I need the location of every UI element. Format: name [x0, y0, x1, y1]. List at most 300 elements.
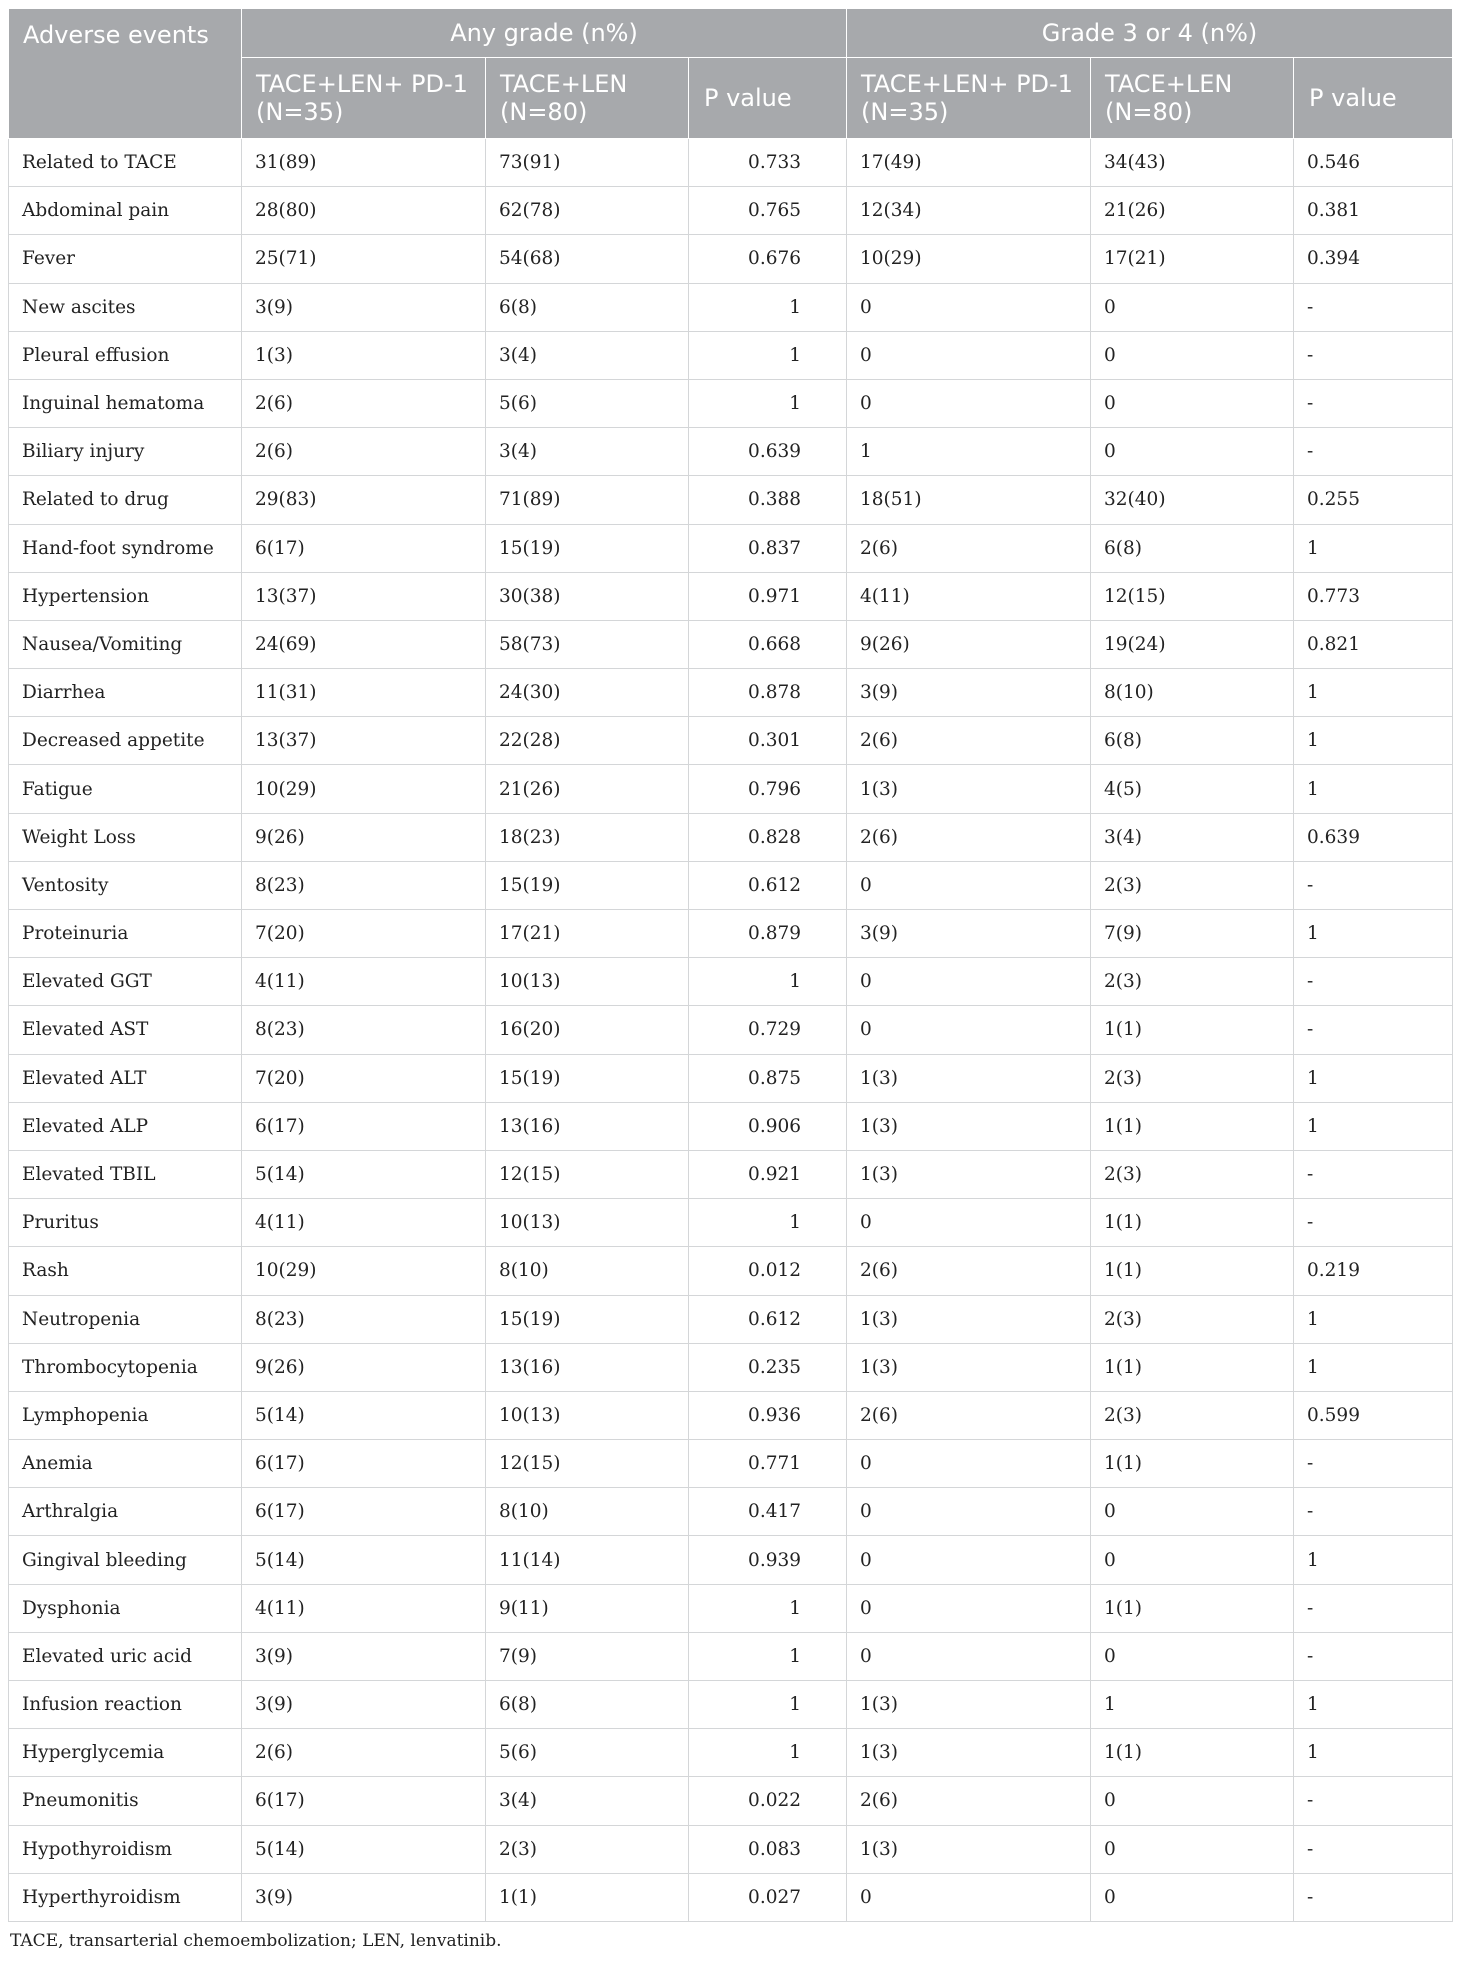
cell-g34-tace-len: 2(3) — [1091, 1054, 1294, 1102]
cell-any-grade-p-value: 0.771 — [689, 1440, 847, 1488]
table-row — [9, 813, 1453, 861]
cell-event-name: Hypothyroidism — [9, 1825, 242, 1873]
cell-event-name: Weight Loss — [9, 813, 242, 861]
cell-g34-tace-len: 6(8) — [1091, 524, 1294, 572]
table-row — [9, 187, 1453, 235]
cell-any-grade-p-value: 0.027 — [689, 1873, 847, 1921]
cell-any-grade-tace-len: 71(89) — [486, 476, 689, 524]
table-row — [9, 1295, 1453, 1343]
cell-any-grade-tace-len: 9(11) — [486, 1584, 689, 1632]
cell-any-grade-tace-len: 15(19) — [486, 1295, 689, 1343]
cell-any-grade-tace-len: 21(26) — [486, 765, 689, 813]
header-grade-3-4: Grade 3 or 4 (n%) — [847, 9, 1453, 58]
cell-any-grade-tace-len-pd1: 5(14) — [242, 1536, 486, 1584]
cell-any-grade-tace-len-pd1: 6(17) — [242, 1102, 486, 1150]
cell-any-grade-p-value: 0.388 — [689, 476, 847, 524]
cell-any-grade-tace-len: 30(38) — [486, 572, 689, 620]
table-row — [9, 1102, 1453, 1150]
cell-g34-p-value: - — [1294, 1584, 1453, 1632]
cell-any-grade-tace-len-pd1: 10(29) — [242, 1247, 486, 1295]
cell-any-grade-tace-len-pd1: 2(6) — [242, 379, 486, 427]
cell-g34-tace-len: 12(15) — [1091, 572, 1294, 620]
cell-g34-p-value: 0.639 — [1294, 813, 1453, 861]
table-row — [9, 861, 1453, 909]
subheader-any-p-value: P value — [689, 58, 847, 139]
cell-any-grade-tace-len: 22(28) — [486, 717, 689, 765]
cell-event-name: Proteinuria — [9, 910, 242, 958]
cell-any-grade-tace-len-pd1: 5(14) — [242, 1391, 486, 1439]
table-row — [9, 1825, 1453, 1873]
table-row — [9, 235, 1453, 283]
cell-any-grade-p-value: 0.083 — [689, 1825, 847, 1873]
cell-any-grade-tace-len: 16(20) — [486, 1006, 689, 1054]
cell-any-grade-tace-len-pd1: 2(6) — [242, 1729, 486, 1777]
cell-any-grade-p-value: 1 — [689, 958, 847, 1006]
cell-any-grade-p-value: 0.729 — [689, 1006, 847, 1054]
cell-event-name: Decreased appetite — [9, 717, 242, 765]
table-footnote: TACE, transarterial chemoembolization; LEN, lenvatinib. — [10, 1930, 502, 1951]
table-row — [9, 1632, 1453, 1680]
cell-any-grade-tace-len: 10(13) — [486, 1199, 689, 1247]
cell-event-name: Rash — [9, 1247, 242, 1295]
table-row — [9, 1150, 1453, 1198]
cell-event-name: Anemia — [9, 1440, 242, 1488]
cell-g34-tace-len: 1(1) — [1091, 1584, 1294, 1632]
cell-g34-tace-len-pd1: 1(3) — [847, 1054, 1091, 1102]
cell-g34-p-value: 0.773 — [1294, 572, 1453, 620]
cell-g34-p-value: 1 — [1294, 1343, 1453, 1391]
cell-any-grade-p-value: 0.668 — [689, 620, 847, 668]
cell-any-grade-p-value: 0.939 — [689, 1536, 847, 1584]
cell-any-grade-tace-len: 3(4) — [486, 1777, 689, 1825]
cell-any-grade-tace-len: 15(19) — [486, 861, 689, 909]
cell-event-name: Elevated TBIL — [9, 1150, 242, 1198]
cell-any-grade-tace-len-pd1: 8(23) — [242, 861, 486, 909]
cell-any-grade-p-value: 1 — [689, 1199, 847, 1247]
cell-event-name: Elevated ALT — [9, 1054, 242, 1102]
cell-any-grade-tace-len: 6(8) — [486, 283, 689, 331]
cell-g34-tace-len: 0 — [1091, 1825, 1294, 1873]
adverse-events-table — [8, 8, 1453, 1922]
cell-g34-tace-len: 0 — [1091, 428, 1294, 476]
cell-any-grade-tace-len-pd1: 25(71) — [242, 235, 486, 283]
cell-event-name: Fever — [9, 235, 242, 283]
cell-g34-tace-len-pd1: 0 — [847, 283, 1091, 331]
cell-any-grade-tace-len: 3(4) — [486, 428, 689, 476]
table-row — [9, 1343, 1453, 1391]
cell-any-grade-p-value: 0.639 — [689, 428, 847, 476]
cell-event-name: New ascites — [9, 283, 242, 331]
cell-g34-p-value: 1 — [1294, 1054, 1453, 1102]
table-row — [9, 620, 1453, 668]
cell-any-grade-tace-len: 11(14) — [486, 1536, 689, 1584]
cell-event-name: Elevated ALP — [9, 1102, 242, 1150]
cell-g34-tace-len-pd1: 0 — [847, 1006, 1091, 1054]
cell-event-name: Hand-foot syndrome — [9, 524, 242, 572]
table-row — [9, 283, 1453, 331]
cell-g34-tace-len: 2(3) — [1091, 1150, 1294, 1198]
cell-any-grade-tace-len-pd1: 6(17) — [242, 1440, 486, 1488]
cell-any-grade-tace-len-pd1: 2(6) — [242, 428, 486, 476]
cell-any-grade-tace-len: 10(13) — [486, 958, 689, 1006]
table-row — [9, 669, 1453, 717]
cell-g34-p-value: 1 — [1294, 524, 1453, 572]
cell-event-name: Infusion reaction — [9, 1681, 242, 1729]
cell-g34-tace-len: 0 — [1091, 331, 1294, 379]
cell-g34-tace-len: 3(4) — [1091, 813, 1294, 861]
cell-g34-tace-len: 21(26) — [1091, 187, 1294, 235]
cell-g34-tace-len: 0 — [1091, 1536, 1294, 1584]
cell-any-grade-tace-len-pd1: 24(69) — [242, 620, 486, 668]
cell-any-grade-p-value: 0.022 — [689, 1777, 847, 1825]
cell-any-grade-p-value: 0.301 — [689, 717, 847, 765]
cell-any-grade-tace-len-pd1: 6(17) — [242, 1488, 486, 1536]
cell-any-grade-tace-len-pd1: 5(14) — [242, 1150, 486, 1198]
cell-g34-tace-len: 0 — [1091, 1488, 1294, 1536]
cell-any-grade-p-value: 0.235 — [689, 1343, 847, 1391]
cell-g34-tace-len-pd1: 1 — [847, 428, 1091, 476]
table-row — [9, 331, 1453, 379]
cell-any-grade-tace-len-pd1: 13(37) — [242, 717, 486, 765]
cell-g34-tace-len: 34(43) — [1091, 139, 1294, 187]
cell-event-name: Related to drug — [9, 476, 242, 524]
cell-g34-tace-len: 1(1) — [1091, 1199, 1294, 1247]
cell-g34-tace-len-pd1: 1(3) — [847, 1343, 1091, 1391]
cell-any-grade-tace-len-pd1: 3(9) — [242, 283, 486, 331]
cell-any-grade-p-value: 0.828 — [689, 813, 847, 861]
cell-g34-p-value: 1 — [1294, 1729, 1453, 1777]
cell-any-grade-tace-len-pd1: 10(29) — [242, 765, 486, 813]
cell-event-name: Biliary injury — [9, 428, 242, 476]
cell-g34-tace-len: 7(9) — [1091, 910, 1294, 958]
cell-event-name: Pruritus — [9, 1199, 242, 1247]
cell-g34-tace-len: 0 — [1091, 1873, 1294, 1921]
cell-event-name: Gingival bleeding — [9, 1536, 242, 1584]
cell-g34-p-value: - — [1294, 1632, 1453, 1680]
cell-g34-tace-len: 1(1) — [1091, 1343, 1294, 1391]
cell-g34-tace-len-pd1: 4(11) — [847, 572, 1091, 620]
cell-g34-tace-len: 32(40) — [1091, 476, 1294, 524]
cell-g34-p-value: 1 — [1294, 910, 1453, 958]
cell-g34-p-value: - — [1294, 1825, 1453, 1873]
cell-g34-tace-len-pd1: 0 — [847, 1199, 1091, 1247]
table-row — [9, 524, 1453, 572]
table-row — [9, 1199, 1453, 1247]
cell-any-grade-tace-len: 1(1) — [486, 1873, 689, 1921]
cell-any-grade-tace-len: 17(21) — [486, 910, 689, 958]
cell-g34-p-value: - — [1294, 1777, 1453, 1825]
cell-g34-tace-len-pd1: 1(3) — [847, 1102, 1091, 1150]
cell-g34-p-value: 1 — [1294, 765, 1453, 813]
cell-g34-p-value: 0.381 — [1294, 187, 1453, 235]
cell-g34-p-value: 1 — [1294, 717, 1453, 765]
cell-g34-tace-len-pd1: 1(3) — [847, 1150, 1091, 1198]
cell-any-grade-tace-len-pd1: 3(9) — [242, 1632, 486, 1680]
cell-any-grade-tace-len-pd1: 9(26) — [242, 813, 486, 861]
cell-g34-tace-len-pd1: 3(9) — [847, 669, 1091, 717]
cell-g34-p-value: 1 — [1294, 1681, 1453, 1729]
cell-g34-p-value: 1 — [1294, 1536, 1453, 1584]
table-row — [9, 717, 1453, 765]
cell-any-grade-p-value: 0.676 — [689, 235, 847, 283]
cell-any-grade-tace-len: 3(4) — [486, 331, 689, 379]
cell-g34-tace-len: 2(3) — [1091, 1391, 1294, 1439]
cell-any-grade-tace-len-pd1: 8(23) — [242, 1295, 486, 1343]
cell-g34-tace-len-pd1: 2(6) — [847, 524, 1091, 572]
cell-g34-tace-len-pd1: 12(34) — [847, 187, 1091, 235]
subheader-any-tace-len-pd1: TACE+LEN+ PD-1 (N=35) — [242, 58, 486, 139]
cell-any-grade-p-value: 0.906 — [689, 1102, 847, 1150]
cell-any-grade-tace-len: 15(19) — [486, 524, 689, 572]
cell-any-grade-p-value: 0.921 — [689, 1150, 847, 1198]
cell-any-grade-tace-len-pd1: 31(89) — [242, 139, 486, 187]
cell-any-grade-tace-len: 24(30) — [486, 669, 689, 717]
table-row — [9, 1488, 1453, 1536]
cell-g34-tace-len: 1(1) — [1091, 1729, 1294, 1777]
cell-any-grade-p-value: 0.878 — [689, 669, 847, 717]
cell-event-name: Hypertension — [9, 572, 242, 620]
cell-any-grade-tace-len: 8(10) — [486, 1488, 689, 1536]
cell-any-grade-p-value: 1 — [689, 1681, 847, 1729]
cell-g34-tace-len-pd1: 0 — [847, 331, 1091, 379]
cell-event-name: Inguinal hematoma — [9, 379, 242, 427]
cell-g34-tace-len-pd1: 9(26) — [847, 620, 1091, 668]
cell-g34-p-value: - — [1294, 1873, 1453, 1921]
cell-any-grade-tace-len: 5(6) — [486, 379, 689, 427]
cell-g34-tace-len-pd1: 0 — [847, 1536, 1091, 1584]
cell-g34-tace-len: 6(8) — [1091, 717, 1294, 765]
cell-event-name: Arthralgia — [9, 1488, 242, 1536]
cell-g34-tace-len: 1 — [1091, 1681, 1294, 1729]
table-row — [9, 572, 1453, 620]
table-row — [9, 1777, 1453, 1825]
cell-g34-tace-len-pd1: 10(29) — [847, 235, 1091, 283]
header-any-grade: Any grade (n%) — [242, 9, 847, 58]
cell-event-name: Fatigue — [9, 765, 242, 813]
cell-any-grade-tace-len-pd1: 29(83) — [242, 476, 486, 524]
cell-g34-tace-len-pd1: 1(3) — [847, 1295, 1091, 1343]
cell-g34-tace-len-pd1: 1(3) — [847, 1681, 1091, 1729]
cell-any-grade-p-value: 0.879 — [689, 910, 847, 958]
cell-g34-tace-len-pd1: 0 — [847, 379, 1091, 427]
subheader-any-tace-len: TACE+LEN (N=80) — [486, 58, 689, 139]
cell-any-grade-p-value: 0.796 — [689, 765, 847, 813]
table-row — [9, 1054, 1453, 1102]
cell-any-grade-p-value: 0.612 — [689, 861, 847, 909]
cell-any-grade-tace-len-pd1: 1(3) — [242, 331, 486, 379]
cell-g34-p-value: 1 — [1294, 1295, 1453, 1343]
cell-any-grade-tace-len: 13(16) — [486, 1343, 689, 1391]
cell-event-name: Diarrhea — [9, 669, 242, 717]
cell-any-grade-p-value: 0.612 — [689, 1295, 847, 1343]
table-row — [9, 958, 1453, 1006]
cell-event-name: Nausea/Vomiting — [9, 620, 242, 668]
cell-g34-tace-len-pd1: 2(6) — [847, 717, 1091, 765]
cell-any-grade-tace-len-pd1: 11(31) — [242, 669, 486, 717]
cell-g34-tace-len-pd1: 0 — [847, 1584, 1091, 1632]
cell-g34-p-value: - — [1294, 958, 1453, 1006]
cell-g34-tace-len: 1(1) — [1091, 1006, 1294, 1054]
cell-any-grade-tace-len-pd1: 6(17) — [242, 1777, 486, 1825]
cell-event-name: Ventosity — [9, 861, 242, 909]
cell-g34-tace-len-pd1: 2(6) — [847, 813, 1091, 861]
cell-any-grade-tace-len: 13(16) — [486, 1102, 689, 1150]
cell-any-grade-tace-len: 73(91) — [486, 139, 689, 187]
table-row — [9, 910, 1453, 958]
cell-event-name: Thrombocytopenia — [9, 1343, 242, 1391]
table-row — [9, 1681, 1453, 1729]
cell-any-grade-tace-len: 62(78) — [486, 187, 689, 235]
cell-g34-p-value: 0.219 — [1294, 1247, 1453, 1295]
cell-g34-tace-len: 17(21) — [1091, 235, 1294, 283]
cell-g34-tace-len: 19(24) — [1091, 620, 1294, 668]
cell-any-grade-tace-len: 12(15) — [486, 1150, 689, 1198]
cell-g34-tace-len-pd1: 2(6) — [847, 1247, 1091, 1295]
cell-g34-tace-len: 4(5) — [1091, 765, 1294, 813]
subheader-g34-tace-len: TACE+LEN (N=80) — [1091, 58, 1294, 139]
cell-g34-tace-len-pd1: 3(9) — [847, 910, 1091, 958]
cell-g34-p-value: 1 — [1294, 669, 1453, 717]
subheader-g34-p-value: P value — [1294, 58, 1453, 139]
cell-g34-p-value: - — [1294, 283, 1453, 331]
cell-any-grade-p-value: 1 — [689, 379, 847, 427]
cell-g34-p-value: - — [1294, 331, 1453, 379]
table-row — [9, 1391, 1453, 1439]
cell-any-grade-tace-len-pd1: 3(9) — [242, 1681, 486, 1729]
cell-g34-p-value: 1 — [1294, 1102, 1453, 1150]
cell-any-grade-tace-len-pd1: 4(11) — [242, 1199, 486, 1247]
cell-g34-tace-len: 2(3) — [1091, 958, 1294, 1006]
table-row — [9, 139, 1453, 187]
cell-g34-tace-len: 0 — [1091, 1777, 1294, 1825]
cell-event-name: Elevated uric acid — [9, 1632, 242, 1680]
cell-g34-tace-len-pd1: 0 — [847, 958, 1091, 1006]
cell-any-grade-tace-len: 12(15) — [486, 1440, 689, 1488]
cell-g34-tace-len-pd1: 0 — [847, 1488, 1091, 1536]
cell-event-name: Pneumonitis — [9, 1777, 242, 1825]
cell-event-name: Elevated GGT — [9, 958, 242, 1006]
cell-g34-p-value: - — [1294, 1150, 1453, 1198]
cell-event-name: Elevated AST — [9, 1006, 242, 1054]
cell-g34-tace-len: 2(3) — [1091, 861, 1294, 909]
cell-g34-tace-len-pd1: 2(6) — [847, 1391, 1091, 1439]
cell-any-grade-p-value: 1 — [689, 331, 847, 379]
cell-g34-p-value: - — [1294, 1440, 1453, 1488]
cell-any-grade-p-value: 1 — [689, 1729, 847, 1777]
cell-any-grade-tace-len: 6(8) — [486, 1681, 689, 1729]
cell-event-name: Hyperthyroidism — [9, 1873, 242, 1921]
cell-g34-tace-len: 1(1) — [1091, 1247, 1294, 1295]
cell-g34-tace-len-pd1: 0 — [847, 1873, 1091, 1921]
table-row — [9, 1873, 1453, 1921]
cell-any-grade-tace-len: 58(73) — [486, 620, 689, 668]
cell-g34-p-value: - — [1294, 1006, 1453, 1054]
cell-g34-p-value: - — [1294, 379, 1453, 427]
table-row — [9, 1729, 1453, 1777]
cell-any-grade-tace-len-pd1: 7(20) — [242, 910, 486, 958]
table-row — [9, 1536, 1453, 1584]
cell-g34-tace-len: 0 — [1091, 379, 1294, 427]
cell-any-grade-tace-len: 18(23) — [486, 813, 689, 861]
table-header — [9, 9, 1453, 139]
cell-any-grade-tace-len-pd1: 13(37) — [242, 572, 486, 620]
cell-any-grade-tace-len: 54(68) — [486, 235, 689, 283]
cell-any-grade-tace-len-pd1: 8(23) — [242, 1006, 486, 1054]
cell-any-grade-p-value: 0.012 — [689, 1247, 847, 1295]
cell-any-grade-tace-len-pd1: 5(14) — [242, 1825, 486, 1873]
cell-g34-tace-len-pd1: 0 — [847, 1440, 1091, 1488]
cell-g34-tace-len: 0 — [1091, 283, 1294, 331]
table-row — [9, 379, 1453, 427]
cell-any-grade-p-value: 1 — [689, 1632, 847, 1680]
cell-g34-p-value: 0.394 — [1294, 235, 1453, 283]
cell-any-grade-p-value: 0.765 — [689, 187, 847, 235]
cell-any-grade-p-value: 1 — [689, 1584, 847, 1632]
cell-any-grade-p-value: 0.837 — [689, 524, 847, 572]
cell-event-name: Lymphopenia — [9, 1391, 242, 1439]
cell-any-grade-tace-len-pd1: 4(11) — [242, 958, 486, 1006]
cell-g34-tace-len: 8(10) — [1091, 669, 1294, 717]
subheader-g34-tace-len-pd1: TACE+LEN+ PD-1 (N=35) — [847, 58, 1091, 139]
cell-any-grade-tace-len-pd1: 4(11) — [242, 1584, 486, 1632]
cell-g34-tace-len: 1(1) — [1091, 1440, 1294, 1488]
document — [8, 8, 1452, 1951]
table-row — [9, 1440, 1453, 1488]
cell-g34-tace-len-pd1: 17(49) — [847, 139, 1091, 187]
cell-event-name: Neutropenia — [9, 1295, 242, 1343]
cell-any-grade-p-value: 1 — [689, 283, 847, 331]
cell-g34-tace-len: 0 — [1091, 1632, 1294, 1680]
cell-any-grade-tace-len: 7(9) — [486, 1632, 689, 1680]
cell-event-name: Abdominal pain — [9, 187, 242, 235]
cell-any-grade-tace-len-pd1: 28(80) — [242, 187, 486, 235]
cell-event-name: Related to TACE — [9, 139, 242, 187]
cell-any-grade-p-value: 0.971 — [689, 572, 847, 620]
cell-g34-tace-len-pd1: 18(51) — [847, 476, 1091, 524]
cell-any-grade-tace-len: 10(13) — [486, 1391, 689, 1439]
cell-event-name: Pleural effusion — [9, 331, 242, 379]
cell-g34-tace-len: 2(3) — [1091, 1295, 1294, 1343]
header-adverse-events: Adverse events — [9, 9, 242, 139]
cell-event-name: Hyperglycemia — [9, 1729, 242, 1777]
table-body — [9, 139, 1453, 1922]
table-row — [9, 1006, 1453, 1054]
cell-any-grade-tace-len: 5(6) — [486, 1729, 689, 1777]
cell-g34-tace-len-pd1: 2(6) — [847, 1777, 1091, 1825]
cell-event-name: Dysphonia — [9, 1584, 242, 1632]
cell-g34-p-value: 0.546 — [1294, 139, 1453, 187]
cell-g34-p-value: - — [1294, 428, 1453, 476]
cell-any-grade-p-value: 0.417 — [689, 1488, 847, 1536]
cell-g34-p-value: 0.599 — [1294, 1391, 1453, 1439]
cell-any-grade-tace-len-pd1: 6(17) — [242, 524, 486, 572]
cell-g34-tace-len-pd1: 1(3) — [847, 765, 1091, 813]
cell-any-grade-p-value: 0.733 — [689, 139, 847, 187]
cell-g34-p-value: - — [1294, 1488, 1453, 1536]
table-row — [9, 765, 1453, 813]
cell-any-grade-tace-len-pd1: 3(9) — [242, 1873, 486, 1921]
cell-any-grade-tace-len-pd1: 9(26) — [242, 1343, 486, 1391]
cell-any-grade-p-value: 0.875 — [689, 1054, 847, 1102]
cell-g34-tace-len-pd1: 1(3) — [847, 1825, 1091, 1873]
cell-any-grade-tace-len: 2(3) — [486, 1825, 689, 1873]
cell-g34-tace-len-pd1: 0 — [847, 1632, 1091, 1680]
table-row — [9, 476, 1453, 524]
table-row — [9, 1584, 1453, 1632]
cell-g34-tace-len-pd1: 0 — [847, 861, 1091, 909]
cell-g34-p-value: - — [1294, 861, 1453, 909]
cell-any-grade-p-value: 0.936 — [689, 1391, 847, 1439]
